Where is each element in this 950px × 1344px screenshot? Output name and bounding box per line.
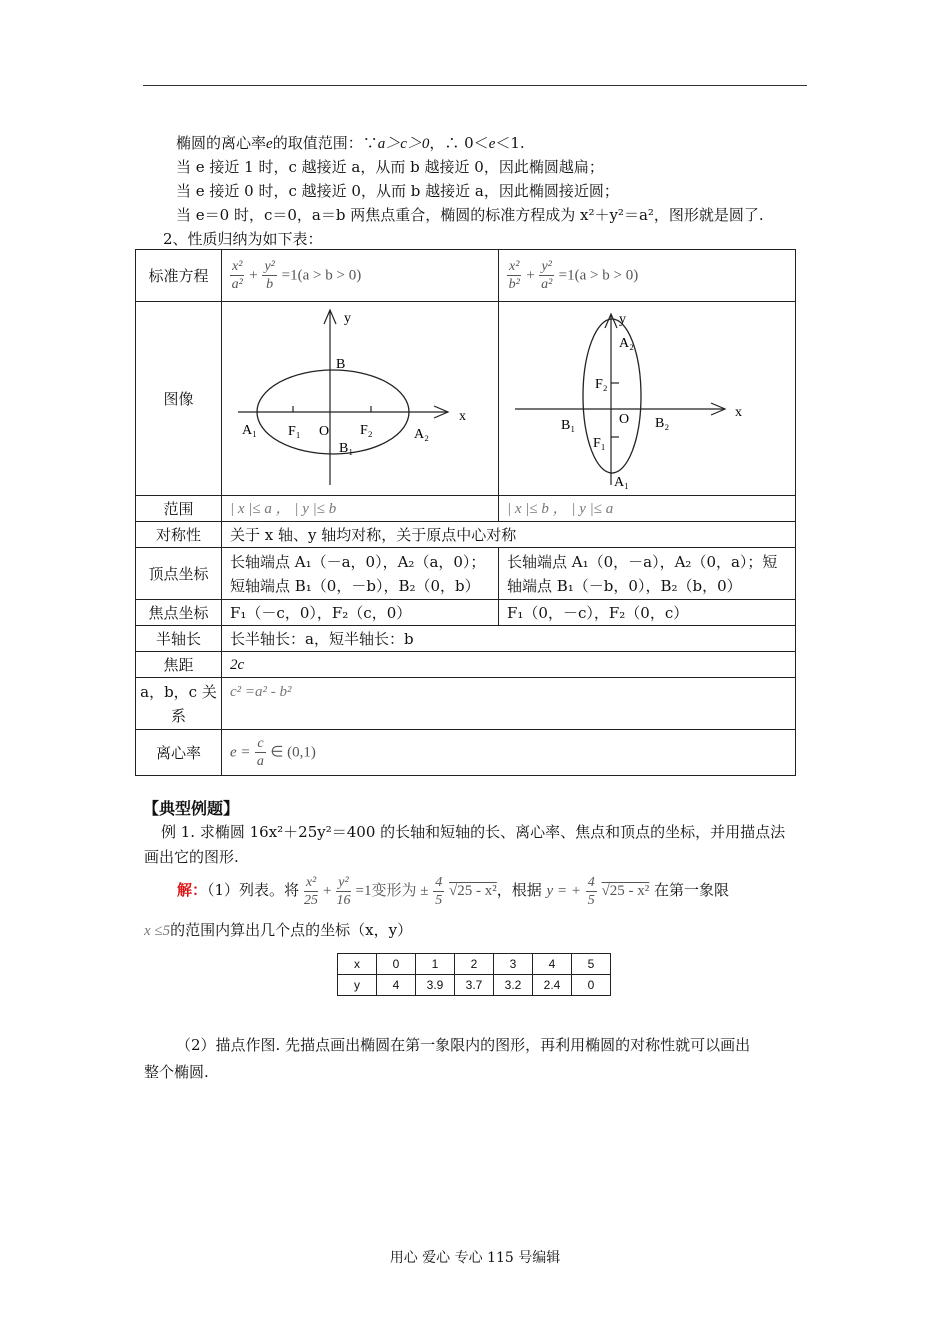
x-value: 3 bbox=[494, 954, 533, 975]
example-line-1: 例 1. 求椭圆 16x²＋25y²＝400 的长轴和短轴的长、离心率、焦点和顶点的坐标，并用描点法 bbox=[161, 823, 786, 841]
y-row bbox=[338, 975, 611, 996]
range-right: | x |≤ b ， | y |≤ a bbox=[499, 496, 796, 522]
y-value: 3.7 bbox=[455, 975, 494, 996]
xy-values-table bbox=[337, 953, 611, 996]
axis-label-y: y bbox=[344, 311, 351, 326]
intro-line-5: 2、性质归纳为如下表： bbox=[163, 230, 323, 248]
row-label: 半轴长 bbox=[136, 626, 222, 652]
axis-label-x: x bbox=[459, 409, 466, 424]
graph-horizontal-ellipse bbox=[222, 302, 499, 496]
row-label: 焦点坐标 bbox=[136, 600, 222, 626]
fraction: $\frac{\text{x²}}{25}$ bbox=[304, 874, 319, 908]
focal-distance-text: 2c bbox=[222, 652, 796, 678]
equation-right: $\frac{\text{x²}}{\text{b²}}$ + $\frac{\text{y²}}{\text{a²}}$ =1(a > b > 0) bbox=[499, 250, 796, 302]
axis-label-y: y bbox=[619, 312, 626, 327]
point-label-b1: B₁ bbox=[561, 418, 576, 433]
row-label: 顶点坐标 bbox=[136, 548, 222, 600]
solution-line: 解：（1）列表。将 $\frac{\text{x²}}{25}$ + $\frac{\text{y²}}{16}$ =1变形为 ± $\frac{4}{5}$ √25 - x²，根据 y = + $\frac{4}{5}$ √25 - x² 在第一象限 bbox=[177, 874, 730, 908]
point-label-b1: B₁ bbox=[339, 441, 354, 456]
intro-line-4: 当 e＝0 时，c＝0，a＝b 两焦点重合，椭圆的标准方程成为 x²＋y²＝a²，图形就是圆了. bbox=[176, 206, 764, 224]
equation-left: $\frac{\text{x²}}{\text{a²}}$ + $\frac{\text{y²}}{b}$ =1(a > b > 0) bbox=[222, 250, 499, 302]
x-value: 5 bbox=[572, 954, 611, 975]
intro-line-2: 当 e 接近 1 时，c 越接近 a，从而 b 越接近 0，因此椭圆越扁； bbox=[176, 158, 604, 176]
point-label-a1: A₁ bbox=[614, 475, 629, 490]
fraction: $\frac{\text{y²}}{\text{a²}}$ bbox=[541, 259, 553, 292]
foci-right: F₁（0，－c），F₂（0，c） bbox=[499, 600, 796, 626]
point-label-b: B bbox=[336, 357, 346, 372]
graph-vertical-ellipse bbox=[499, 302, 796, 496]
fraction: $\frac{\text{y²}}{b}$ bbox=[264, 259, 275, 292]
x-value: 0 bbox=[377, 954, 416, 975]
x-row bbox=[338, 954, 611, 975]
row-vertices bbox=[136, 548, 796, 600]
example-line-2: 画出它的图形. bbox=[144, 848, 239, 866]
header-rule bbox=[143, 85, 807, 86]
point-label-o: O bbox=[619, 412, 630, 427]
row-abc-relation bbox=[136, 678, 796, 730]
section-title: 【典型例题】 bbox=[143, 799, 240, 818]
fraction: $\frac{4}{5}$ bbox=[587, 874, 595, 908]
solution-line-2: x ≤5的范围内算出几个点的坐标（x，y） bbox=[144, 921, 413, 939]
row-focal-distance bbox=[136, 652, 796, 678]
x-value: 4 bbox=[533, 954, 572, 975]
x-value: 2 bbox=[455, 954, 494, 975]
eccentricity-formula: e = $\frac{c}{a}$ ∈ (0,1) bbox=[222, 730, 796, 776]
vertices-left: 长轴端点 A₁（－a，0），A₂（a，0）；短轴端点 B₁（0，－b），B₂（0，b） bbox=[222, 548, 499, 600]
point-label-f1: F₁ bbox=[593, 436, 606, 451]
properties-table bbox=[135, 249, 796, 776]
point-label-f1: F₁ bbox=[288, 424, 301, 439]
intro-line-3: 当 e 接近 0 时，c 越接近 0，从而 b 越接近 a，因此椭圆接近圆； bbox=[176, 182, 619, 200]
row-label: a，b，c 关系 bbox=[136, 678, 222, 730]
point-label-a2: A₂ bbox=[414, 427, 429, 442]
y-header: y bbox=[338, 975, 377, 996]
point-label-f2: F₂ bbox=[360, 423, 373, 438]
fraction: $\frac{4}{5}$ bbox=[435, 874, 443, 908]
fraction: $\frac{\text{y²}}{16}$ bbox=[336, 874, 351, 908]
intro-line-1: 椭圆的离心率e的取值范围：∵a＞c＞0，∴ 0＜e＜1. bbox=[176, 134, 525, 152]
row-symmetry bbox=[136, 522, 796, 548]
x-header: x bbox=[338, 954, 377, 975]
symmetry-text: 关于 x 轴、y 轴均对称，关于原点中心对称 bbox=[222, 522, 796, 548]
step2-line-2: 整个椭圆. bbox=[144, 1063, 209, 1081]
point-label-a2: A₂ bbox=[619, 336, 634, 351]
semi-axes-text: 长半轴长：a，短半轴长：b bbox=[222, 626, 796, 652]
point-label-f2: F₂ bbox=[595, 377, 608, 392]
row-label: 图像 bbox=[136, 302, 222, 496]
row-label: 焦距 bbox=[136, 652, 222, 678]
fraction: $\frac{c}{a}$ bbox=[256, 736, 264, 769]
point-label-o: O bbox=[319, 424, 330, 439]
x-value: 1 bbox=[416, 954, 455, 975]
axis-label-x: x bbox=[735, 405, 742, 420]
row-label: 对称性 bbox=[136, 522, 222, 548]
fraction: $\frac{\text{x²}}{\text{b²}}$ bbox=[508, 259, 520, 292]
y-value: 3.2 bbox=[494, 975, 533, 996]
y-value: 0 bbox=[572, 975, 611, 996]
row-range bbox=[136, 496, 796, 522]
page-footer: 用心 爱心 专心 115 号编辑 bbox=[389, 1250, 561, 1266]
vertices-right: 长轴端点 A₁（0，－a），A₂（0，a）；短轴端点 B₁（－b，0），B₂（b，0） bbox=[499, 548, 796, 600]
point-label-b2: B₂ bbox=[655, 416, 670, 431]
y-value: 3.9 bbox=[416, 975, 455, 996]
y-value: 4 bbox=[377, 975, 416, 996]
y-value: 2.4 bbox=[533, 975, 572, 996]
row-graph bbox=[136, 302, 796, 496]
row-foci bbox=[136, 600, 796, 626]
row-eccentricity bbox=[136, 730, 796, 776]
row-label: 标准方程 bbox=[136, 250, 222, 302]
vertical-ellipse-diagram bbox=[499, 302, 795, 490]
point-label-a1: A₁ bbox=[242, 423, 257, 438]
row-label: 离心率 bbox=[136, 730, 222, 776]
step2-line-1: （2）描点作图. 先描点画出椭圆在第一象限内的图形，再利用椭圆的对称性就可以画出 bbox=[176, 1036, 751, 1054]
foci-left: F₁（－c，0），F₂（c，0） bbox=[222, 600, 499, 626]
horizontal-ellipse-diagram bbox=[222, 302, 498, 490]
fraction: $\frac{\text{x²}}{\text{a²}}$ bbox=[231, 259, 243, 292]
range-left: | x |≤ a ， | y |≤ b bbox=[222, 496, 499, 522]
abc-relation-text: c² =a² - b² bbox=[222, 678, 796, 730]
row-label: 范围 bbox=[136, 496, 222, 522]
solution-label: 解： bbox=[177, 881, 208, 899]
row-semi-axes bbox=[136, 626, 796, 652]
row-standard-equation bbox=[136, 250, 796, 302]
